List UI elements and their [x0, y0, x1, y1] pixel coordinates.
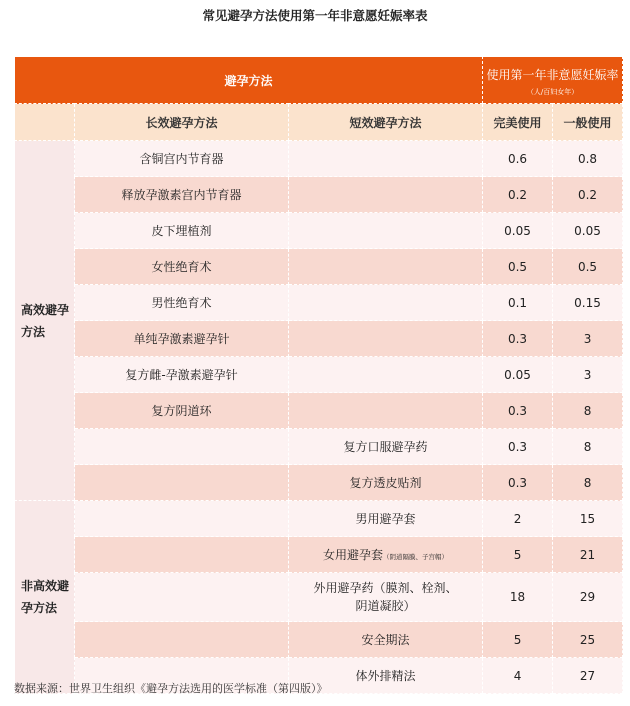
perfect-use-cell: 0.6 — [483, 141, 553, 177]
rate-header-title: 使用第一年非意愿妊娠率 — [486, 67, 619, 82]
table-row — [15, 573, 623, 622]
table-row — [15, 249, 623, 285]
perfect-use-cell: 5 — [483, 537, 553, 573]
long-method-cell — [75, 429, 289, 465]
perfect-use-cell: 0.5 — [483, 249, 553, 285]
short-method-cell: 男用避孕套 — [289, 501, 483, 537]
perfect-use-cell: 0.1 — [483, 285, 553, 321]
long-method-cell: 复方雌-孕激素避孕针 — [75, 357, 289, 393]
typical-use-header: 一般使用 — [553, 104, 623, 141]
perfect-use-cell: 0.05 — [483, 213, 553, 249]
short-method-text: 外用避孕药（膜剂、栓剂、 — [313, 581, 458, 595]
table-row — [15, 465, 623, 501]
typical-use-cell: 0.2 — [553, 177, 623, 213]
page-title: 常见避孕方法使用第一年非意愿妊娠率表 — [202, 8, 428, 23]
table-row — [15, 429, 623, 465]
perfect-use-cell: 2 — [483, 501, 553, 537]
short-method-cell — [289, 285, 483, 321]
perfect-use-cell: 18 — [483, 573, 553, 622]
short-method-cell — [289, 177, 483, 213]
typical-use-cell: 0.5 — [553, 249, 623, 285]
typical-use-cell: 0.15 — [553, 285, 623, 321]
rate-header-unit: （人/百妇女年） — [526, 87, 579, 96]
table-row — [15, 393, 623, 429]
long-method-cell — [75, 465, 289, 501]
typical-use-cell: 3 — [553, 357, 623, 393]
perfect-use-cell: 0.3 — [483, 321, 553, 357]
typical-use-cell: 29 — [553, 573, 623, 622]
data-source-note: 数据来源：世界卫生组织《避孕方法选用的医学标准（第四版）》 — [14, 682, 328, 695]
short-method-cell — [289, 213, 483, 249]
table-row — [15, 177, 623, 213]
long-method-cell — [75, 537, 289, 573]
short-method-cell — [289, 573, 483, 622]
short-method-note: （阴道隔膜、子宫帽） — [383, 553, 449, 561]
short-method-cell — [289, 393, 483, 429]
long-method-cell — [75, 501, 289, 537]
long-acting-header: 长效避孕方法 — [75, 104, 289, 141]
long-method-cell: 复方阴道环 — [75, 393, 289, 429]
long-method-cell: 含铜宫内节育器 — [75, 141, 289, 177]
long-method-cell: 单纯孕激素避孕针 — [75, 321, 289, 357]
long-method-cell — [75, 622, 289, 658]
long-method-cell: 女性绝育术 — [75, 249, 289, 285]
typical-use-cell: 8 — [553, 465, 623, 501]
long-method-cell: 男性绝育术 — [75, 285, 289, 321]
short-method-cell: 体外排精法 — [289, 658, 483, 694]
typical-use-cell: 0.8 — [553, 141, 623, 177]
short-method-cell: 安全期法 — [289, 622, 483, 658]
long-method-cell: 释放孕激素宫内节育器 — [75, 177, 289, 213]
short-method-cell — [289, 537, 483, 573]
perfect-use-cell: 0.05 — [483, 357, 553, 393]
long-method-cell — [75, 573, 289, 622]
typical-use-cell: 3 — [553, 321, 623, 357]
table-row — [15, 285, 623, 321]
rate-header — [483, 57, 623, 104]
short-method-cell — [289, 249, 483, 285]
perfect-use-cell: 4 — [483, 658, 553, 694]
table-row — [15, 357, 623, 393]
short-method-cell — [289, 357, 483, 393]
perfect-use-header: 完美使用 — [483, 104, 553, 141]
table-row — [15, 213, 623, 249]
short-method-cell: 复方口服避孕药 — [289, 429, 483, 465]
perfect-use-cell: 0.3 — [483, 393, 553, 429]
typical-use-cell: 25 — [553, 622, 623, 658]
typical-use-cell: 0.05 — [553, 213, 623, 249]
short-method-cell: 复方透皮贴剂 — [289, 465, 483, 501]
typical-use-cell: 27 — [553, 658, 623, 694]
perfect-use-cell: 5 — [483, 622, 553, 658]
short-method-text-line2: 阴道凝胶） — [355, 599, 416, 613]
long-method-cell: 皮下埋植剂 — [75, 213, 289, 249]
typical-use-cell: 8 — [553, 393, 623, 429]
group-non-high-efficacy: 非高效避孕方法 — [15, 501, 75, 694]
short-method-cell — [289, 141, 483, 177]
table-row — [15, 622, 623, 658]
typical-use-cell: 21 — [553, 537, 623, 573]
table-row — [15, 141, 623, 177]
contraception-rate-table — [14, 56, 623, 694]
short-method-cell — [289, 321, 483, 357]
group-high-efficacy: 高效避孕方法 — [15, 141, 75, 501]
table-row — [15, 501, 623, 537]
typical-use-cell: 8 — [553, 429, 623, 465]
short-acting-header: 短效避孕方法 — [289, 104, 483, 141]
table-row — [15, 321, 623, 357]
header-blank — [15, 104, 75, 141]
table-row — [15, 537, 623, 573]
short-method-text: 女用避孕套 — [323, 548, 384, 562]
perfect-use-cell: 0.3 — [483, 429, 553, 465]
perfect-use-cell: 0.3 — [483, 465, 553, 501]
typical-use-cell: 15 — [553, 501, 623, 537]
method-header: 避孕方法 — [15, 57, 483, 104]
perfect-use-cell: 0.2 — [483, 177, 553, 213]
